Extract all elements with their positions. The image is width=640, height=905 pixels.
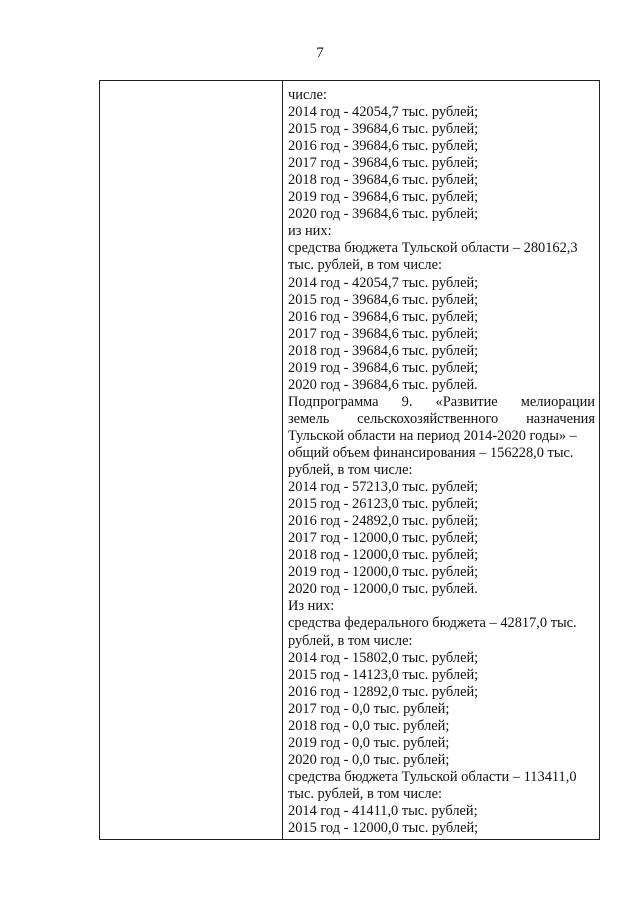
text-line: 2020 год - 39684,6 тыс. рублей; (288, 206, 479, 223)
text-line: тыс. рублей, в том числе: (288, 785, 442, 802)
text-line: числе: (288, 87, 327, 103)
column-divider (282, 81, 283, 839)
text-line: Подпрограмма 9. «Развитие мелиорации (288, 393, 595, 410)
text-line: рублей, в том числе: (288, 462, 413, 479)
text-line: земель сельскохозяйственного назначения (288, 410, 595, 427)
text-line: рублей, в том числе: (288, 632, 413, 649)
text-line: 2018 год - 0,0 тыс. рублей; (288, 717, 450, 734)
table-right-column (288, 87, 595, 837)
document-table (99, 80, 600, 840)
text-line: 2017 год - 39684,6 тыс. рублей; (288, 325, 479, 342)
text-line: 2017 год - 39684,6 тыс. рублей; (288, 155, 479, 172)
text-line: 2017 год - 12000,0 тыс. рублей; (288, 530, 479, 547)
text-line: 2017 год - 0,0 тыс. рублей; (288, 700, 450, 717)
page-number: 7 (316, 45, 324, 61)
text-line: 2014 год - 42054,7 тыс. рублей; (288, 274, 479, 291)
text-line: 2018 год - 12000,0 тыс. рублей; (288, 547, 479, 564)
text-line: 2020 год - 12000,0 тыс. рублей. (288, 581, 478, 598)
text-line: 2019 год - 0,0 тыс. рублей; (288, 734, 450, 751)
text-line: 2015 год - 26123,0 тыс. рублей; (288, 496, 479, 513)
text-line: 2016 год - 39684,6 тыс. рублей; (288, 138, 479, 155)
table-left-column (100, 81, 282, 839)
text-line: общий объем финансирования – 156228,0 тыс. (288, 444, 574, 461)
text-line: средства бюджета Тульской области – 280162,3 (288, 240, 578, 257)
text-line: 2020 год - 39684,6 тыс. рублей. (288, 376, 478, 393)
text-line: средства федерального бюджета – 42817,0 тыс. (288, 615, 577, 632)
text-line: 2018 год - 39684,6 тыс. рублей; (288, 172, 479, 189)
text-line: 2015 год - 39684,6 тыс. рублей; (288, 121, 479, 138)
text-line: 2015 год - 12000,0 тыс. рублей; (288, 820, 479, 837)
text-line: тыс. рублей, в том числе: (288, 257, 442, 274)
text-line: Из них: (288, 598, 335, 615)
text-line: из них: (288, 223, 332, 240)
text-line: 2014 год - 42054,7 тыс. рублей; (288, 104, 479, 121)
text-line: 2014 год - 57213,0 тыс. рублей; (288, 479, 479, 496)
text-line: 2019 год - 39684,6 тыс. рублей; (288, 189, 479, 206)
text-line: 2019 год - 39684,6 тыс. рублей; (288, 359, 479, 376)
text-line: 2014 год - 15802,0 тыс. рублей; (288, 649, 479, 666)
text-line: 2015 год - 14123,0 тыс. рублей; (288, 666, 479, 683)
text-line: Тульской области на период 2014-2020 годы» – (288, 427, 577, 444)
text-line: 2019 год - 12000,0 тыс. рублей; (288, 564, 479, 581)
text-line: средства бюджета Тульской области – 113411,0 (288, 768, 577, 785)
text-line: 2020 год - 0,0 тыс. рублей; (288, 751, 450, 768)
text-line: 2016 год - 12892,0 тыс. рублей; (288, 683, 479, 700)
text-line: 2015 год - 39684,6 тыс. рублей; (288, 291, 479, 308)
text-line: 2018 год - 39684,6 тыс. рублей; (288, 342, 479, 359)
text-line: 2016 год - 24892,0 тыс. рублей; (288, 513, 479, 530)
text-line: 2016 год - 39684,6 тыс. рублей; (288, 308, 479, 325)
text-line: 2014 год - 41411,0 тыс. рублей; (288, 802, 478, 819)
